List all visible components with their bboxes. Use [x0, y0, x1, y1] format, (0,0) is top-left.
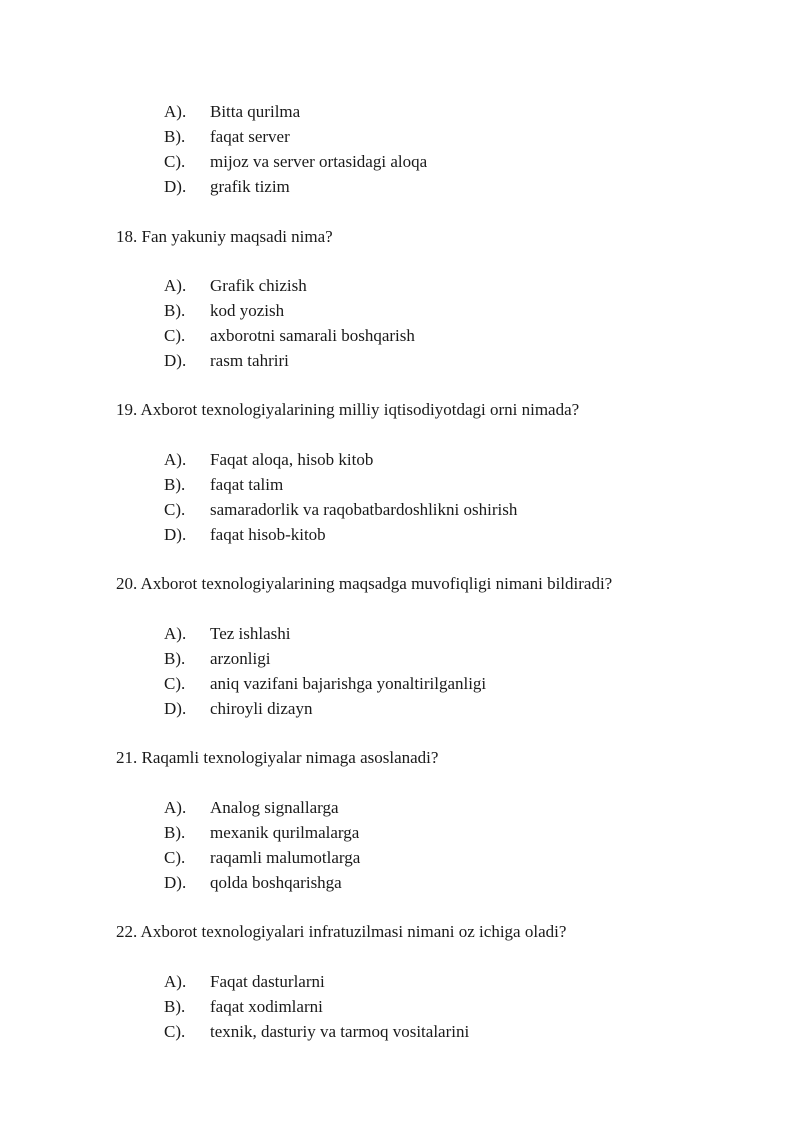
option-text: Tez ishlashi	[210, 624, 291, 643]
option-c	[164, 326, 415, 346]
option-letter: A).	[164, 276, 187, 295]
option-text: faqat talim	[210, 475, 284, 494]
option-letter: D).	[164, 351, 187, 370]
option-letter: A).	[164, 102, 187, 121]
option-text: chiroyli dizayn	[210, 699, 313, 718]
option-c	[164, 848, 360, 868]
option-text: faqat xodimlarni	[210, 997, 323, 1016]
question-title: 19. Axborot texnologiyalarining milliy iqtisodiyotdagi orni nimada?	[116, 400, 580, 419]
option-c	[164, 674, 486, 694]
option-letter: C).	[164, 152, 186, 171]
option-text: samaradorlik va raqobatbardoshlikni oshirish	[210, 500, 518, 519]
option-b	[164, 823, 359, 843]
option-letter: B).	[164, 997, 186, 1016]
option-d	[164, 177, 290, 197]
option-d	[164, 351, 289, 371]
option-text: raqamli malumotlarga	[210, 848, 361, 867]
option-text: faqat server	[210, 127, 290, 146]
option-a	[164, 624, 290, 644]
option-letter: B).	[164, 127, 186, 146]
option-letter: B).	[164, 649, 186, 668]
option-letter: B).	[164, 475, 186, 494]
option-a	[164, 276, 307, 296]
option-text: rasm tahriri	[210, 351, 289, 370]
option-text: kod yozish	[210, 301, 285, 320]
option-letter: A).	[164, 972, 187, 991]
option-text: grafik tizim	[210, 177, 290, 196]
option-letter: D).	[164, 525, 187, 544]
option-a	[164, 102, 300, 122]
option-text: mijoz va server ortasidagi aloqa	[210, 152, 428, 171]
option-letter: A).	[164, 624, 187, 643]
option-d	[164, 873, 342, 893]
question-title: 21. Raqamli texnologiyalar nimaga asoslanadi?	[116, 748, 439, 767]
option-letter: C).	[164, 1022, 186, 1041]
option-letter: A).	[164, 798, 187, 817]
option-letter: C).	[164, 674, 186, 693]
option-a	[164, 450, 373, 470]
option-text: Analog signallarga	[210, 798, 339, 817]
option-c	[164, 1022, 469, 1042]
option-letter: D).	[164, 177, 187, 196]
option-text: faqat hisob-kitob	[210, 525, 326, 544]
option-text: arzonligi	[210, 649, 271, 668]
option-text: Grafik chizish	[210, 276, 307, 295]
option-text: axborotni samarali boshqarish	[210, 326, 415, 345]
option-c	[164, 500, 517, 520]
option-b	[164, 475, 283, 495]
option-text: texnik, dasturiy va tarmoq vositalarini	[210, 1022, 470, 1041]
option-b	[164, 127, 290, 147]
option-letter: C).	[164, 848, 186, 867]
option-letter: B).	[164, 823, 186, 842]
option-letter: D).	[164, 873, 187, 892]
option-d	[164, 525, 326, 545]
option-text: Faqat dasturlarni	[210, 972, 325, 991]
option-text: Faqat aloqa, hisob kitob	[210, 450, 374, 469]
option-letter: C).	[164, 326, 186, 345]
option-d	[164, 699, 312, 719]
option-b	[164, 997, 323, 1017]
option-a	[164, 798, 339, 818]
option-text: aniq vazifani bajarishga yonaltirilganligi	[210, 674, 487, 693]
option-letter: A).	[164, 450, 187, 469]
option-text: Bitta qurilma	[210, 102, 301, 121]
option-a	[164, 972, 325, 992]
question-title: 18. Fan yakuniy maqsadi nima?	[116, 227, 333, 246]
option-letter: B).	[164, 301, 186, 320]
option-b	[164, 649, 270, 669]
option-letter: D).	[164, 699, 187, 718]
option-text: qolda boshqarishga	[210, 873, 342, 892]
question-title: 20. Axborot texnologiyalarining maqsadga muvofiqligi nimani bildiradi?	[116, 574, 613, 593]
question-title: 22. Axborot texnologiyalari infratuzilmasi nimani oz ichiga oladi?	[116, 922, 567, 941]
option-c	[164, 152, 427, 172]
option-letter: C).	[164, 500, 186, 519]
option-text: mexanik qurilmalarga	[210, 823, 360, 842]
option-b	[164, 301, 284, 321]
